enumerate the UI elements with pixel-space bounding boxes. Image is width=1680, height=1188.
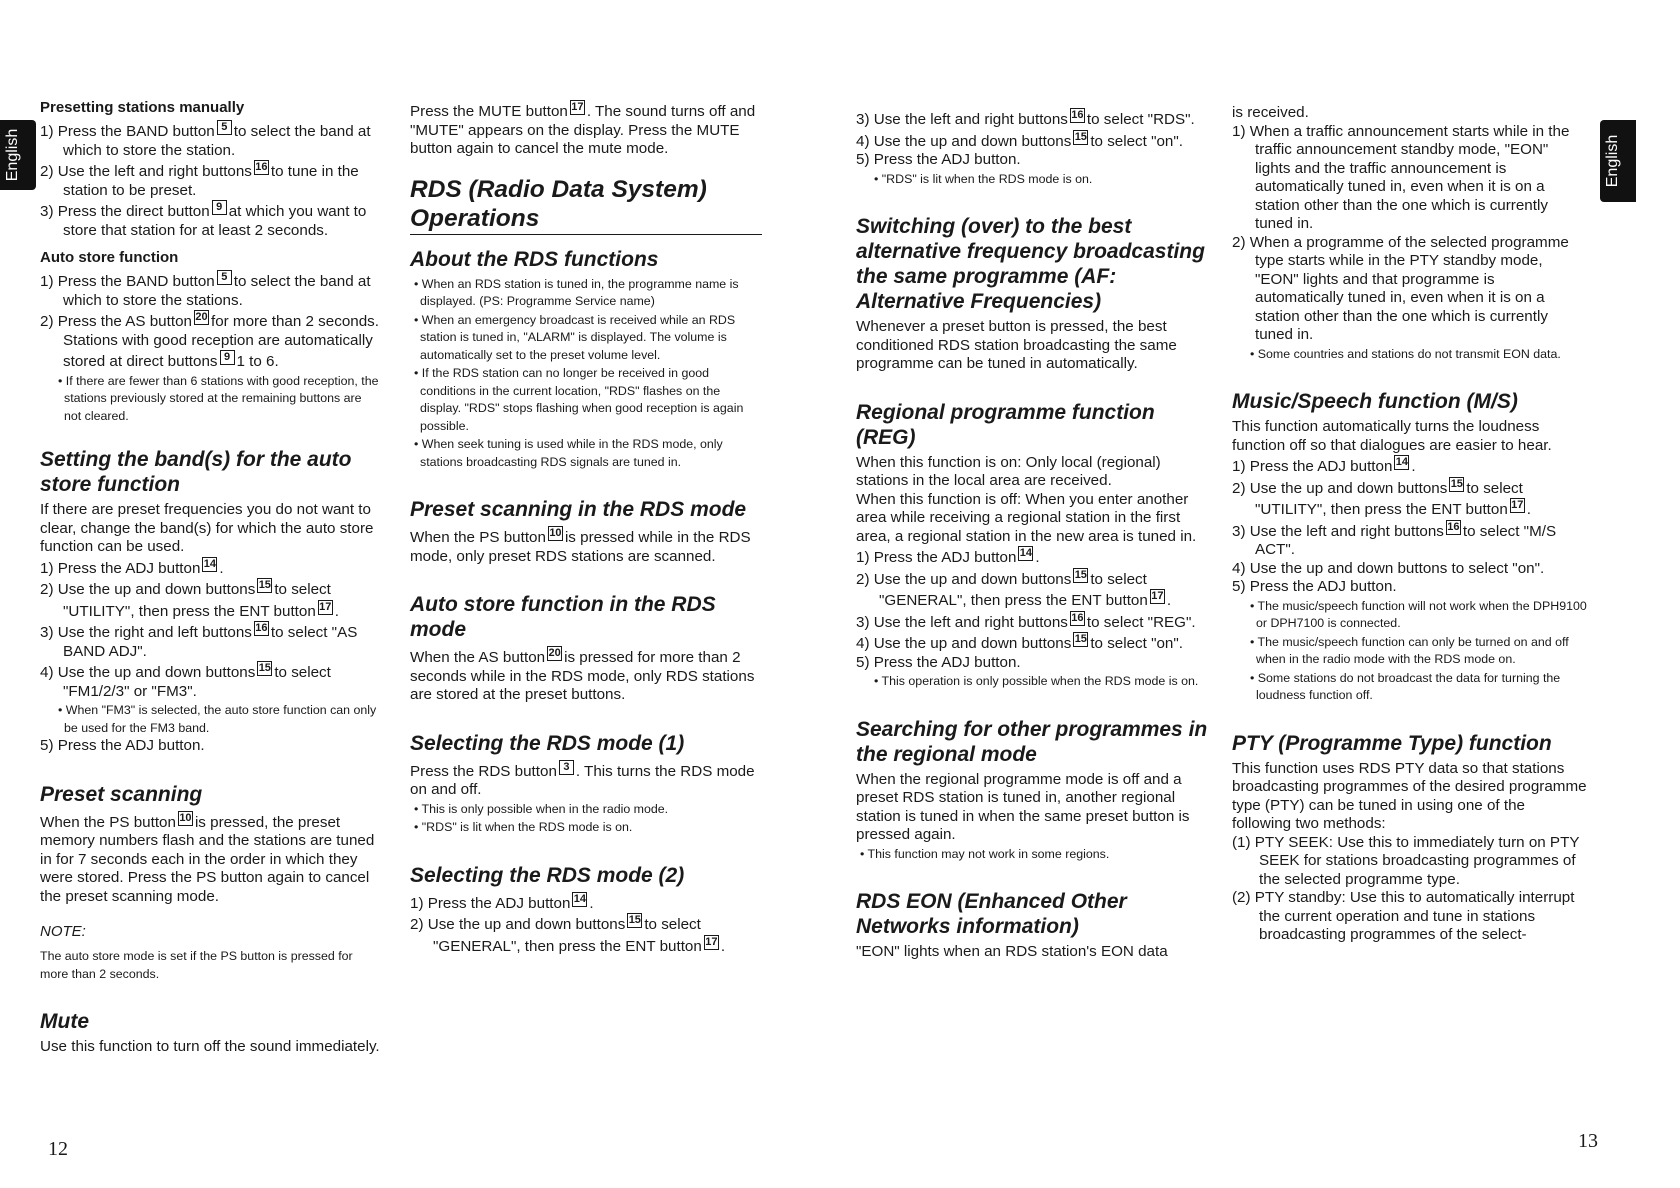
paragraph: If there are preset frequencies you do not want to clear, change the band(s) for which the auto store function can be used. xyxy=(40,501,374,555)
ent-button-icon: 17 xyxy=(705,935,718,948)
heading-auto-store: Auto store function xyxy=(40,249,179,266)
up-down-button-icon: 15 xyxy=(628,914,641,926)
paragraph: "EON" lights when an RDS station's EON data xyxy=(856,943,1168,960)
rds-button-icon: 3 xyxy=(559,760,574,775)
step: 3) Use the left and right buttons 16 to select "REG". xyxy=(856,611,1196,631)
note: • The music/speech function can only be turned on and off when in the radio mode with the RDS mode on. xyxy=(1250,634,1569,666)
step: 5) Press the ADJ button. xyxy=(856,653,1021,671)
note: • "RDS" is lit when the RDS mode is on. xyxy=(414,820,633,834)
step: 1) When a traffic announcement starts while in the traffic announcement standby mode, "EON" lights and the traffic announcement is automatically tuned in, even when it is on a station other than the one which is currently tuned in. xyxy=(1232,122,1570,232)
step: 4) Use the up and down buttons 15 to select "on". xyxy=(856,633,1183,652)
note: • Some stations do not broadcast the data for turning the loudness function off. xyxy=(1250,670,1561,702)
language-tab-right xyxy=(1600,120,1636,202)
step: 1) Press the ADJ button 14 . xyxy=(410,892,594,912)
left-right-button-icon: 16 xyxy=(255,161,268,173)
step: 4) Use the up and down buttons to select "on". xyxy=(1232,559,1545,577)
note: • If there are fewer than 6 stations with good reception, the stations previously stored at the remaining buttons are not cleared. xyxy=(58,373,379,423)
page-number-left: 12 xyxy=(48,1138,68,1160)
step: 1) Press the BAND button 5 to select the band at which to store the station. xyxy=(40,121,371,159)
up-down-button-icon: 15 xyxy=(1450,477,1463,490)
step: 1) Press the ADJ button 14 . xyxy=(1232,456,1416,475)
heading-selecting-rds-1: Selecting the RDS mode (1) xyxy=(410,731,685,755)
paragraph: When this function is off: When you enter another area while receiving a regional station in the first area, a regional station in the new area is tuned in. xyxy=(856,490,1197,545)
page-number-right: 13 xyxy=(1578,1130,1598,1152)
heading-about-rds: About the RDS functions xyxy=(410,247,659,271)
ent-button-icon: 17 xyxy=(319,600,332,613)
heading-preset-scanning: Preset scanning xyxy=(40,782,203,806)
note: • If the RDS station can no longer be received in good conditions in the current location, "RDS" flashes on the display. "RDS" stops flashing when good reception is again possible. xyxy=(414,366,744,433)
column-4 xyxy=(1232,104,1587,945)
step: 4) Use the up and down buttons 15 to select "FM1/2/3" or "FM3". xyxy=(40,662,331,700)
heading-setting-band: Setting the band(s) for the auto store function xyxy=(40,448,352,496)
step: 2) Use the up and down buttons 15 to select "UTILITY", then press the ENT button 17 . xyxy=(40,579,340,620)
heading-search-regional: Searching for other programmes in the regional mode xyxy=(856,717,1208,766)
step: 2) When a programme of the selected programme type starts while in the PTY standby mode, "EON" lights and that programme is automatically tuned in, even when it is on a station other than the one which is currently tuned in. xyxy=(1232,233,1569,343)
adj-button-icon: 14 xyxy=(573,892,587,905)
step: (1) PTY SEEK: Use this to immediately turn on PTY SEEK for stations broadcasting programmes of the selected programme type. xyxy=(1232,833,1580,888)
step: 3) Press the direct button 9 at which you want to store that station for at least 2 seconds. xyxy=(40,201,367,239)
step: 1) Press the ADJ button 14 . xyxy=(40,557,224,577)
heading-presetting-manually: Presetting stations manually xyxy=(40,99,245,116)
step: 3) Use the right and left buttons 16 to select "AS BAND ADJ". xyxy=(40,622,358,660)
note: • This function may not work in some regions. xyxy=(860,846,1110,861)
step: 4) Use the up and down buttons 15 to select "on". xyxy=(856,130,1183,150)
band-button-icon: 5 xyxy=(217,270,232,285)
left-right-button-icon: 16 xyxy=(1071,611,1084,624)
column-3 xyxy=(856,108,1208,962)
note: • When an emergency broadcast is received while an RDS station is tuned in, "ALARM" is displayed. The volume is automatically set to the preset volume level. xyxy=(414,312,736,362)
paragraph: When this function is on: Only local (regional) stations in the local area are received. xyxy=(856,453,1161,489)
adj-button-icon: 14 xyxy=(1395,456,1409,468)
mute-button-icon: 17 xyxy=(571,101,584,113)
ps-button-icon: 10 xyxy=(179,811,192,824)
as-button-icon: 20 xyxy=(548,647,561,659)
step: 2) Use the up and down buttons 15 to select "GENERAL", then press the ENT button 17 . xyxy=(410,914,726,955)
paragraph: This function automatically turns the loudness function off so that dialogues are easier to hear. xyxy=(1232,418,1552,454)
paragraph: When the regional programme mode is off and a preset RDS station is tuned in, another regional station is tuned in when the same preset button is pressed again. xyxy=(856,770,1190,843)
up-down-button-icon: 15 xyxy=(258,662,271,674)
up-down-button-icon: 15 xyxy=(1074,568,1087,581)
paragraph: When the AS button 20 is pressed for more than 2 seconds while in the RDS mode, only RDS stations are stored at the preset buttons. xyxy=(410,647,755,703)
left-right-button-icon: 16 xyxy=(1447,520,1460,533)
language-tab-right-label: English xyxy=(1604,134,1622,188)
left-right-button-icon: 16 xyxy=(255,622,268,634)
ent-button-icon: 17 xyxy=(1151,590,1164,602)
step: 2) Use the up and down buttons 15 to select "UTILITY", then press the ENT button 17 . xyxy=(1232,477,1532,518)
up-down-button-icon: 15 xyxy=(1074,130,1087,143)
note: The auto store mode is set if the PS button is pressed for more than 2 seconds. xyxy=(40,949,353,981)
step: 2) Use the up and down buttons 15 to select "GENERAL", then press the ENT button 17 . xyxy=(856,568,1172,609)
up-down-button-icon: 15 xyxy=(258,579,271,591)
adj-button-icon: 14 xyxy=(203,557,217,570)
note: • When an RDS station is tuned in, the programme name is displayed. (PS: Programme Service name) xyxy=(414,276,739,308)
ent-button-icon: 17 xyxy=(1511,499,1524,511)
note: • Some countries and stations do not transmit EON data. xyxy=(1250,346,1561,361)
column-2 xyxy=(410,100,762,956)
note-heading: NOTE: xyxy=(40,923,86,940)
step: 5) Press the ADJ button. xyxy=(1232,578,1397,595)
heading-preset-scanning-rds: Preset scanning in the RDS mode xyxy=(410,498,747,521)
paragraph: is received. xyxy=(1232,104,1309,121)
step: (2) PTY standby: Use this to automatically interrupt the current operation and tune in stations broadcasting programmes of the select- xyxy=(1232,889,1575,943)
heading-reg: Regional programme function (REG) xyxy=(856,400,1155,449)
adj-button-icon: 14 xyxy=(1019,547,1033,559)
paragraph: When the PS button 10 is pressed, the preset memory numbers flash and the stations are tuned in for 7 seconds each in the order in which they were stored. Press the PS button again to cancel the preset scanning mode. xyxy=(40,811,375,905)
heading-eon: RDS EON (Enhanced Other Networks information) xyxy=(856,890,1127,938)
note: • This is only possible when in the radio mode. xyxy=(414,801,669,816)
note: • The music/speech function will not work when the DPH9100 or DPH7100 is connected. xyxy=(1250,598,1587,630)
left-right-button-icon: 16 xyxy=(1071,109,1084,121)
band-button-icon: 5 xyxy=(217,120,232,135)
step: 3) Use the left and right buttons 16 to select "M/S ACT". xyxy=(1232,520,1557,558)
step: 2) Use the left and right buttons 16 to tune in the station to be preset. xyxy=(40,161,359,199)
language-tab-left xyxy=(0,120,36,190)
step: 3) Use the left and right buttons 16 to select "RDS". xyxy=(856,109,1195,128)
heading-selecting-rds-2: Selecting the RDS mode (2) xyxy=(410,863,685,887)
note: • This operation is only possible when the RDS mode is on. xyxy=(874,674,1199,688)
as-button-icon: 20 xyxy=(195,311,208,323)
direct-button-icon: 9 xyxy=(212,200,227,215)
direct-button-icon: 9 xyxy=(220,350,235,365)
step: 5) Press the ADJ button. xyxy=(856,151,1021,168)
paragraph: When the PS button 10 is pressed while in the RDS mode, only preset RDS stations are scanned. xyxy=(410,527,751,565)
step: 1) Press the ADJ button 14 . xyxy=(856,547,1040,566)
step: 5) Press the ADJ button. xyxy=(40,737,205,754)
heading-music-speech: Music/Speech function (M/S) xyxy=(1232,390,1518,413)
paragraph: Use this function to turn off the sound immediately. xyxy=(40,1038,380,1055)
note: • When seek tuning is used while in the RDS mode, only stations broadcasting RDS signals are tuned in. xyxy=(414,437,723,469)
heading-pty: PTY (Programme Type) function xyxy=(1232,731,1552,755)
heading-auto-store-rds: Auto store function in the RDS mode xyxy=(410,593,716,641)
column-1 xyxy=(40,98,380,1057)
paragraph: This function uses RDS PTY data so that stations broadcasting programmes of the desired programme type (PTY) can be tuned in using one of the following two methods: xyxy=(1232,759,1587,832)
paragraph: Whenever a preset button is pressed, the best conditioned RDS station broadcasting the same programme can be tuned in automatically. xyxy=(856,318,1177,372)
step: 1) Press the BAND button 5 to select the band at which to store the stations. xyxy=(40,271,371,309)
paragraph: Press the RDS button 3 . This turns the RDS mode on and off. xyxy=(410,760,755,798)
paragraph: Press the MUTE button 17 . The sound turns off and "MUTE" appears on the display. Press the MUTE button again to cancel the mute mode. xyxy=(410,101,756,157)
heading-af: Switching (over) to the best alternative frequency broadcasting the same programme (AF: Alternative Frequencies) xyxy=(856,215,1205,313)
up-down-button-icon: 15 xyxy=(1074,633,1087,645)
language-tab-left-label: English xyxy=(4,128,22,182)
note: • When "FM3" is selected, the auto store function can only be used for the FM3 band. xyxy=(58,703,377,735)
heading-rds-operations: RDS (Radio Data System) Operations xyxy=(410,175,762,235)
note: • "RDS" is lit when the RDS mode is on. xyxy=(874,171,1093,186)
heading-mute: Mute xyxy=(40,1010,89,1033)
step: 2) Press the AS button 20 for more than 2 seconds. Stations with good reception are automatically stored at direct buttons 9 1 to 6. xyxy=(40,311,379,370)
ps-button-icon: 10 xyxy=(549,527,562,539)
